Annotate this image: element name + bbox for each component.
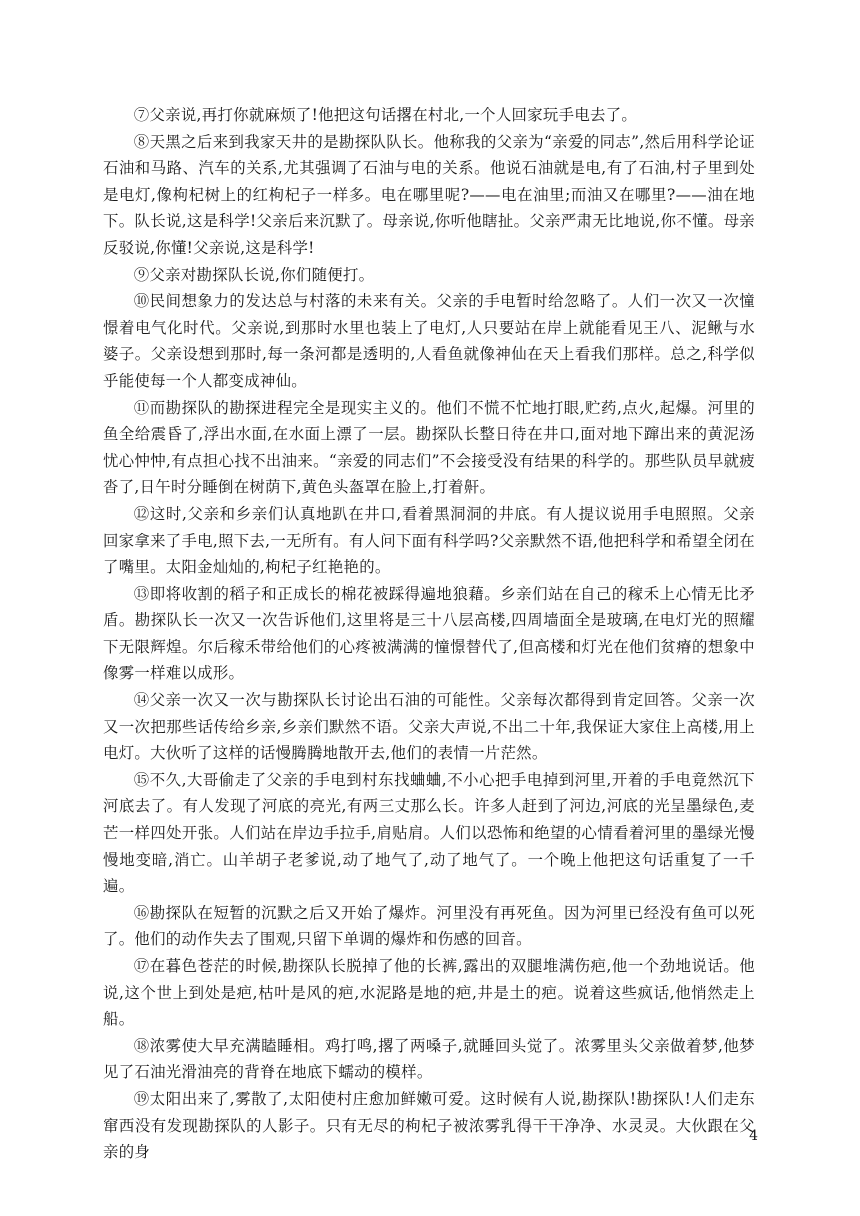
page-number: 4 <box>749 1128 758 1144</box>
paragraph-12: ⑫这时,父亲和乡亲们认真地趴在井口,看着黑洞洞的井底。有人提议说用手电照照。父亲回家拿来了手电,照下去,一无所有。有人问下面有科学吗?父亲默然不语,他把科学和希望全闭在了嘴里。太阳金灿灿的,枸杞子红艳艳的。 <box>103 504 755 577</box>
paragraph-11: ⑪而勘探队的勘探进程完全是现实主义的。他们不慌不忙地打眼,贮药,点火,起爆。河里的鱼全给震昏了,浮出水面,在水面上漂了一层。勘探队长整日待在井口,面对地下蹿出来的黄泥汤忧心忡忡,有点担心找不出油来。“亲爱的同志们”不会接受没有结果的科学的。那些队员早就疲沓了,日午时分睡倒在树荫下,黄色头盔罩在脸上,打着鼾。 <box>103 398 755 497</box>
paragraph-17: ⑰在暮色苍茫的时候,勘探队长脱掉了他的长裤,露出的双腿堆满伤疤,他一个劲地说话。他说,这个世上到处是疤,枯叶是风的疤,水泥路是地的疤,井是土的疤。说着这些疯话,他悄然走上船。 <box>103 957 755 1029</box>
paragraph-8: ⑧天黑之后来到我家天井的是勘探队队长。他称我的父亲为“亲爱的同志”,然后用科学论证石油和马路、汽车的关系,尤其强调了石油与电的关系。他说石油就是电,有了石油,村子里到处是电灯,像枸杞树上的红枸杞子一样多。电在哪里呢?——电在油里;而油又在哪里?——油在地下。队长说,这是科学!父亲后来沉默了。母亲说,你听他瞎扯。父亲严肃无比地说,你不懂。母亲反驳说,你懂!父亲说,这是科学! <box>103 132 755 257</box>
paragraph-13: ⑬即将收割的稻子和正成长的棉花被踩得遍地狼藉。乡亲们站在自己的稼禾上心情无比矛盾。勘探队长一次又一次告诉他们,这里将是三十八层高楼,四周墙面全是玻璃,在电灯光的照耀下无限辉煌。尔后稼禾带给他们的心疼被满满的憧憬替代了,但高楼和灯光在他们贫瘠的想象中像雾一样难以成形。 <box>103 584 755 683</box>
paragraph-14: ⑭父亲一次又一次与勘探队长讨论出石油的可能性。父亲每次都得到肯定回答。父亲一次又一次把那些话传给乡亲,乡亲们默然不语。父亲大声说,不出二十年,我保证大家住上高楼,用上电灯。大伙听了这样的话慢腾腾地散开去,他们的表情一片茫然。 <box>103 691 755 763</box>
paragraph-19: ⑲太阳出来了,雾散了,太阳使村庄愈加鲜嫩可爱。这时候有人说,勘探队!勘探队!人们走东窜西没有发现勘探队的人影子。只有无尽的枸杞子被浓雾乳得干干净净、水灵灵。大伙跟在父亲的身 <box>103 1089 755 1162</box>
paragraph-9: ⑨父亲对勘探队长说,你们随便打。 <box>133 265 375 284</box>
paragraph-18: ⑱浓雾使大早充满瞌睡相。鸡打鸣,撂了两嗓子,就睡回头觉了。浓雾里头父亲做着梦,他梦见了石油光滑油亮的背脊在地底下蠕动的模样。 <box>103 1036 755 1082</box>
paragraph-10: ⑩民间想象力的发达总与村落的未来有关。父亲的手电暂时给忽略了。人们一次又一次憧憬着电气化时代。父亲说,到那时水里也装上了电灯,人只要站在岸上就能看见王八、泥鳅与水婆子。父亲设想到那时,每一条河都是透明的,人看鱼就像神仙在天上看我们那样。总之,科学似乎能使每一个人都变成神仙。 <box>103 292 755 390</box>
body-text <box>103 102 755 1166</box>
paragraph-15: ⑮不久,大哥偷走了父亲的手电到村东找蛐蛐,不小心把手电掉到河里,开着的手电竟然沉下河底去了。有人发现了河底的亮光,有两三丈那么长。许多人赶到了河边,河底的光呈墨绿色,麦芒一样四处开张。人们站在岸边手拉手,肩贴肩。人们以恐怖和绝望的心情看着河里的墨绿光慢慢地变暗,消亡。山羊胡子老爹说,动了地气了,动了地气了。一个晚上他把这句话重复了一千遍。 <box>103 770 755 896</box>
paragraph-7: ⑦父亲说,再打你就麻烦了!他把这句话撂在村北,一个人回家玩手电去了。 <box>133 106 638 124</box>
paragraph-16: ⑯勘探队在短暂的沉默之后又开始了爆炸。河里没有再死鱼。因为河里已经没有鱼可以死了。他们的动作失去了围观,只留下单调的爆炸和伤感的回音。 <box>103 903 755 949</box>
